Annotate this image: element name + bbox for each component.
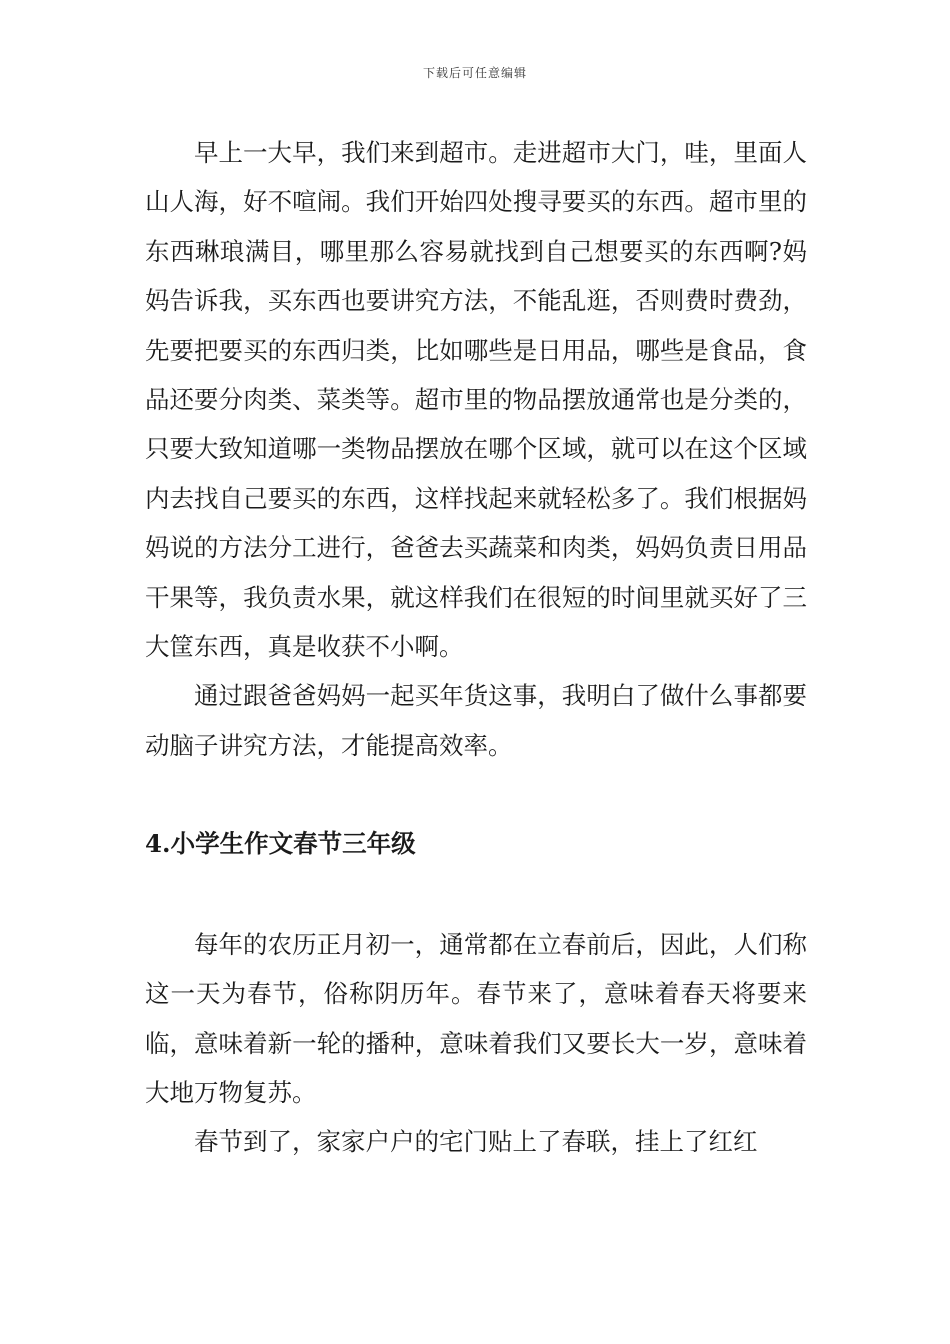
paragraph-supermarket: 早上一大早，我们来到超市。走进超市大门，哇，里面人山人海，好不喧闹。我们开始四处搜寻要买的东西。超市里的东西琳琅满目，哪里那么容易就找到自己想要买的东西啊?妈妈告诉我，买东西也要讲究方法，不能乱逛，否则费时费劲，先要把要买的东西归类，比如哪些是日用品，哪些是食品，食品还要分肉类、菜类等。超市里的物品摆放通常也是分类的，只要大致知道哪一类物品摆放在哪个区域，就可以在这个区域内去找自己要买的东西，这样找起来就轻松多了。我们根据妈妈说的方法分工进行，爸爸去买蔬菜和肉类，妈妈负责日用品干果等，我负责水果，就这样我们在很短的时间里就买好了三大筐东西，真是收获不小啊。	[145, 138, 807, 662]
paragraph-spring-festival-intro: 每年的农历正月初一，通常都在立春前后，因此，人们称这一天为春节，俗称阴历年。春节来了，意味着春天将要来临，意味着新一轮的播种，意味着我们又要长大一岁，意味着大地万物复苏。	[145, 929, 807, 1107]
page-header: 下载后可任意编辑	[422, 66, 527, 80]
paragraph-spring-festival-couplets: 春节到了，家家户户的宅门贴上了春联，挂上了红红	[194, 1127, 758, 1157]
document-body	[145, 128, 807, 1167]
paragraph-conclusion: 通过跟爸爸妈妈一起买年货这事，我明白了做什么事都要动脑子讲究方法，才能提高效率。	[145, 681, 807, 760]
section-heading: 4.小学生作文春节三年级	[145, 829, 416, 859]
